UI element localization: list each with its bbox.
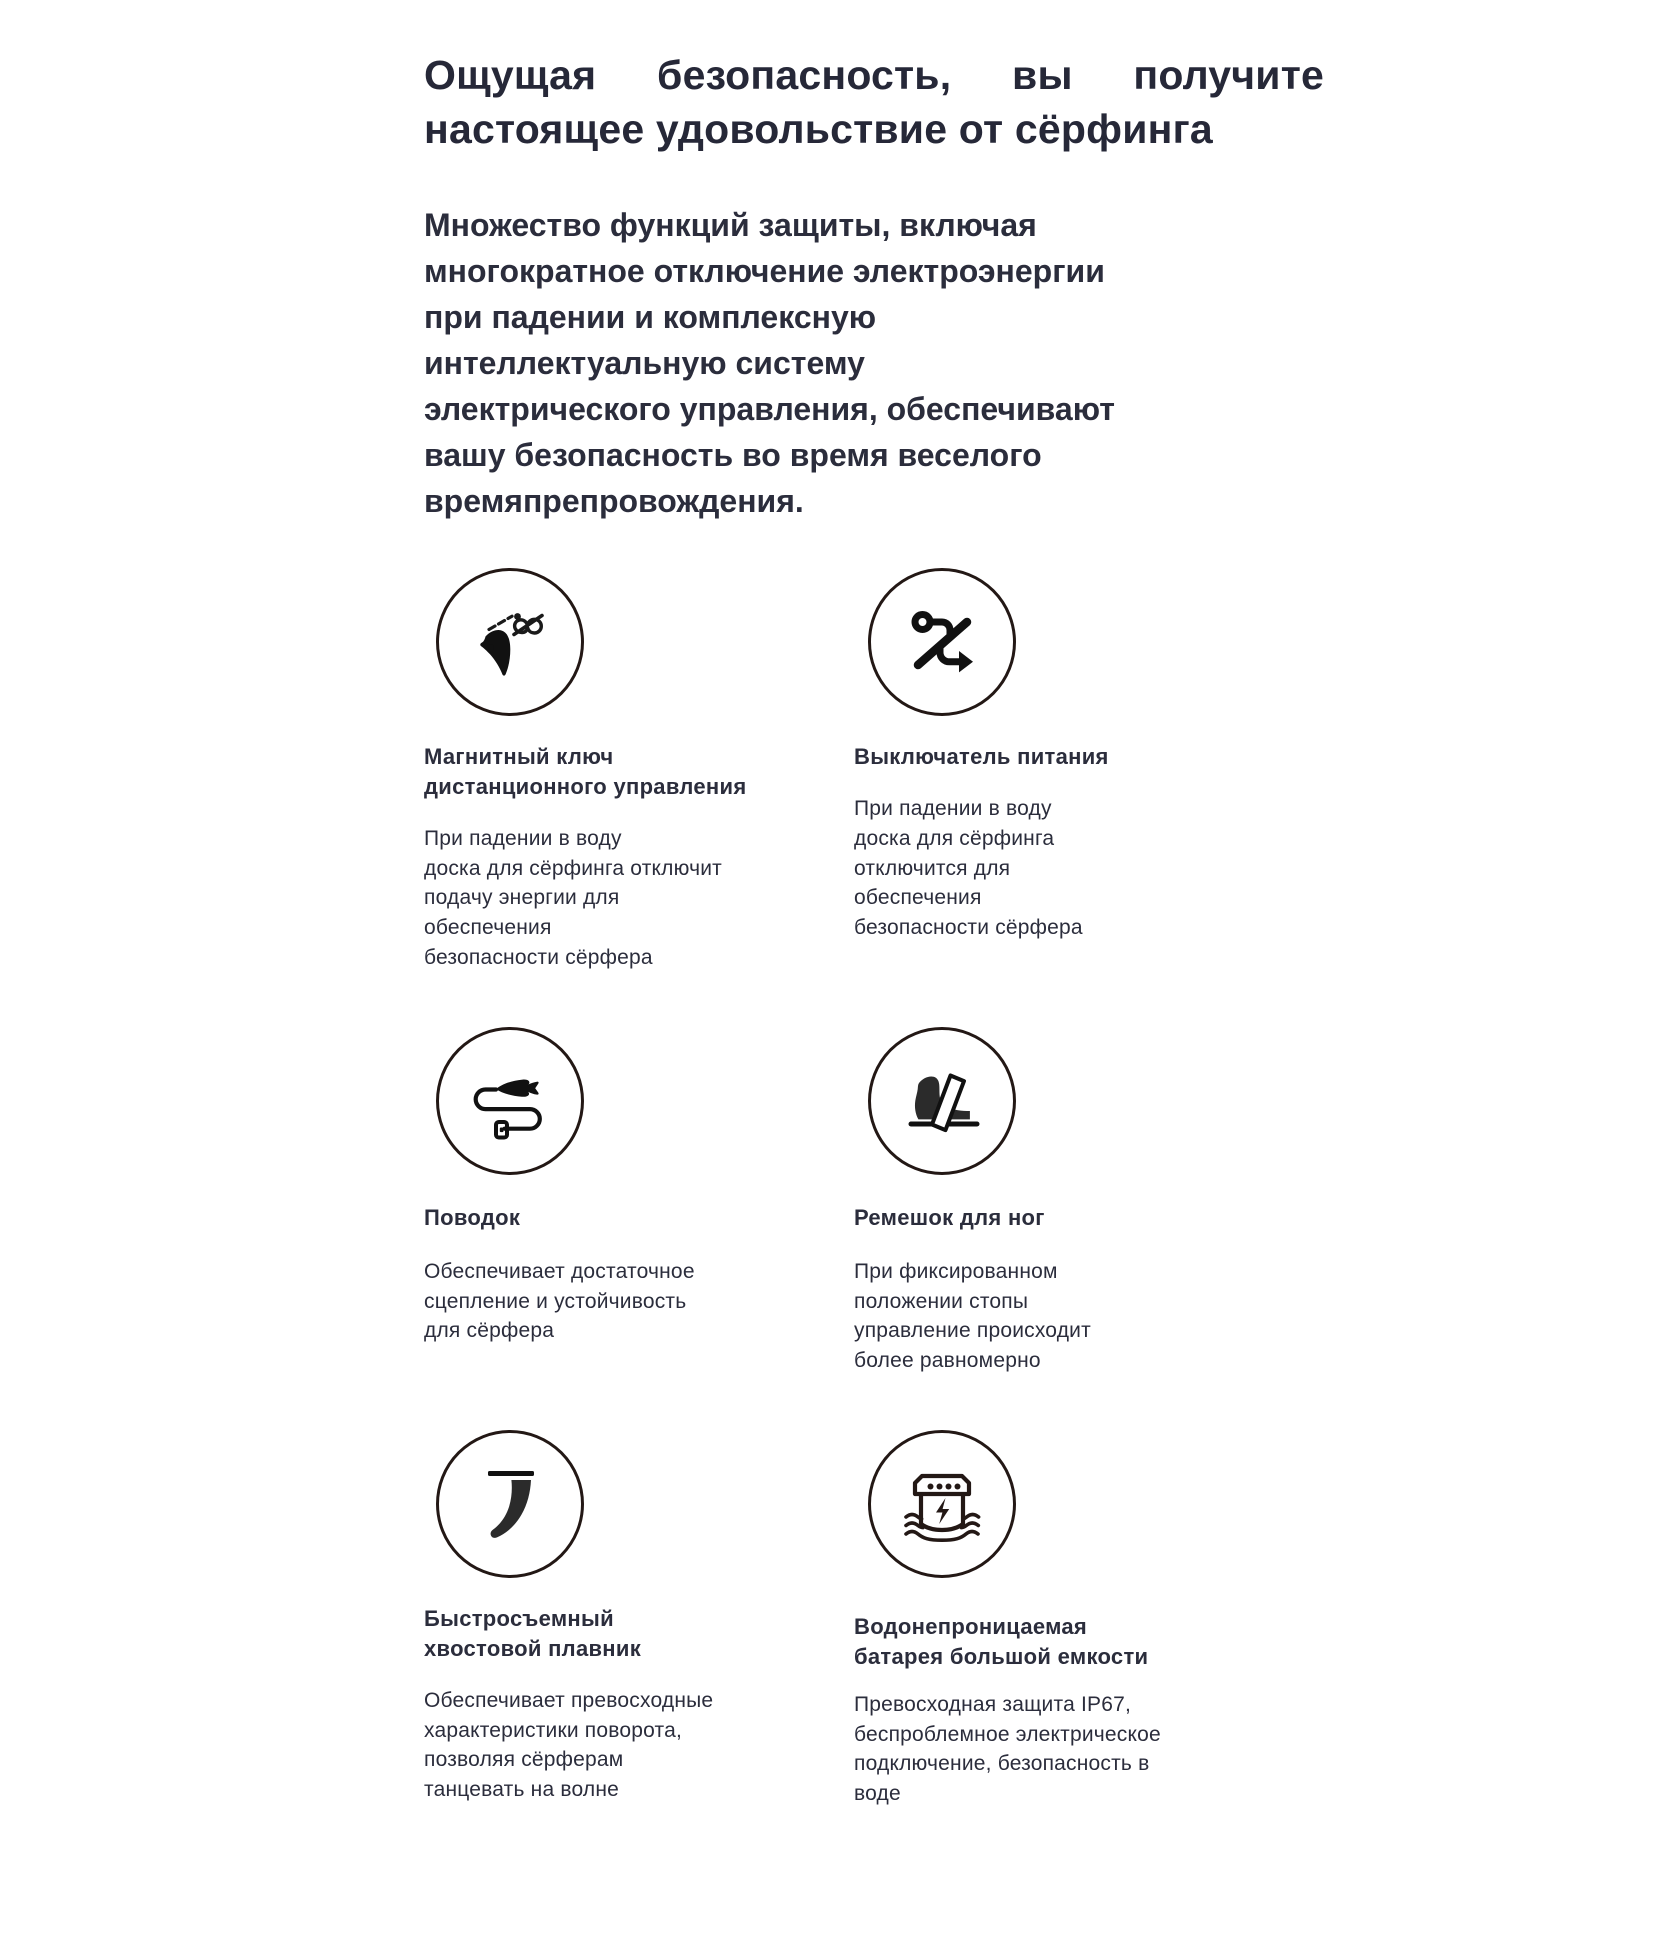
feature-title-line-1: Водонепроницаемая [854, 1614, 1088, 1640]
feature-card-waterproof-battery [854, 1430, 1304, 1809]
feature-row [424, 1430, 1304, 1809]
headline-line-1: Ощущая безопасность, вы получите [424, 52, 1324, 98]
feature-title-line-2: дистанционного управления [424, 773, 747, 799]
feature-title-line-2: хвостовой плавник [424, 1635, 642, 1661]
foot-strap-icon [868, 1027, 1016, 1175]
feature-desc-line-3: для сёрфера [424, 1319, 555, 1343]
feature-desc-line-2: беспроблемное электрическое [854, 1722, 1161, 1746]
intro-line-5: электрического управления, обеспечивают [424, 391, 1115, 428]
feature-desc-line-4: обеспечения [424, 916, 552, 940]
feature-title-line-1: Ремешок для ног [854, 1204, 1045, 1230]
feature-desc-line-3: управление происходит [854, 1319, 1091, 1343]
feature-description [854, 1690, 1304, 1809]
intro-line-4: интеллектуальную систему [424, 345, 865, 382]
feature-title [424, 1203, 828, 1233]
feature-card-foot-strap [854, 1027, 1304, 1376]
feature-desc-line-2: доска для сёрфинга отключит [424, 856, 722, 880]
feature-card-leash [424, 1027, 854, 1376]
feature-description [854, 1257, 1304, 1376]
feature-desc-line-3: подключение, безопасность в [854, 1752, 1150, 1776]
feature-desc-line-2: положении стопы [854, 1289, 1029, 1313]
feature-grid [424, 568, 1304, 1809]
row-spacer [424, 1376, 1304, 1430]
waterproof-battery-icon [868, 1430, 1016, 1578]
feature-desc-line-3: позволяя сёрферам [424, 1748, 624, 1772]
feature-desc-line-3: отключится для [854, 856, 1011, 880]
feature-description [854, 794, 1304, 943]
feature-title [424, 1604, 828, 1664]
feature-desc-line-2: характеристики поворота, [424, 1718, 683, 1742]
feature-desc-line-5: безопасности сёрфера [854, 916, 1083, 940]
feature-card-power-switch [854, 568, 1304, 973]
feature-title-line-1: Выключатель питания [854, 744, 1109, 769]
feature-card-magnetic-remote-key [424, 568, 854, 973]
feature-title [424, 742, 828, 802]
feature-desc-line-2: доска для сёрфинга [854, 826, 1055, 850]
leash-icon [436, 1027, 584, 1175]
magnetic-remote-key-icon [436, 568, 584, 716]
feature-desc-line-1: Обеспечивает превосходные [424, 1688, 714, 1712]
feature-title-line-1: Поводок [424, 1204, 521, 1230]
feature-desc-line-2: сцепление и устойчивость [424, 1289, 687, 1313]
feature-desc-line-1: Превосходная защита IP67, [854, 1692, 1132, 1716]
feature-desc-line-4: танцевать на волне [424, 1778, 620, 1802]
feature-card-tail-fin [424, 1430, 854, 1809]
feature-title-line-2: батарея большой емкости [854, 1643, 1149, 1669]
intro-line-7: времяпрепровождения. [424, 483, 804, 520]
feature-title [854, 1612, 1304, 1672]
feature-desc-line-1: Обеспечивает достаточное [424, 1259, 695, 1283]
feature-row [424, 568, 1304, 973]
intro-line-2: многократное отключение электроэнергии [424, 253, 1105, 290]
quick-release-tail-fin-icon [436, 1430, 584, 1578]
feature-row [424, 1027, 1304, 1376]
feature-desc-line-4: обеспечения [854, 886, 982, 910]
intro-line-6: вашу безопасность во время веселого [424, 437, 1042, 474]
headline-line-2: настоящее удовольствие от сёрфинга [424, 106, 1213, 153]
intro-block [424, 202, 1334, 525]
feature-description [424, 1686, 828, 1805]
feature-desc-line-4: более равномерно [854, 1349, 1041, 1373]
feature-desc-line-5: безопасности сёрфера [424, 946, 653, 970]
page-title [424, 48, 1324, 156]
feature-desc-line-1: При падении в воду [854, 796, 1052, 820]
feature-description [424, 1257, 828, 1346]
feature-title [854, 1203, 1304, 1233]
feature-title-line-1: Быстросъемный [424, 1606, 614, 1632]
feature-desc-line-4: воде [854, 1782, 901, 1806]
feature-desc-line-1: При падении в воду [424, 826, 622, 850]
feature-description [424, 824, 828, 973]
feature-desc-line-1: При фиксированном [854, 1259, 1058, 1283]
power-switch-icon [868, 568, 1016, 716]
intro-line-1: Множество функций защиты, включая [424, 207, 1037, 243]
intro-line-3: при падении и комплексную [424, 299, 877, 336]
feature-title [854, 742, 1304, 772]
intro-paragraph [424, 202, 1334, 525]
feature-desc-line-3: подачу энергии для [424, 886, 620, 910]
row-spacer [424, 973, 1304, 1027]
headline-block [424, 48, 1324, 156]
feature-title-line-1: Магнитный ключ [424, 744, 614, 769]
